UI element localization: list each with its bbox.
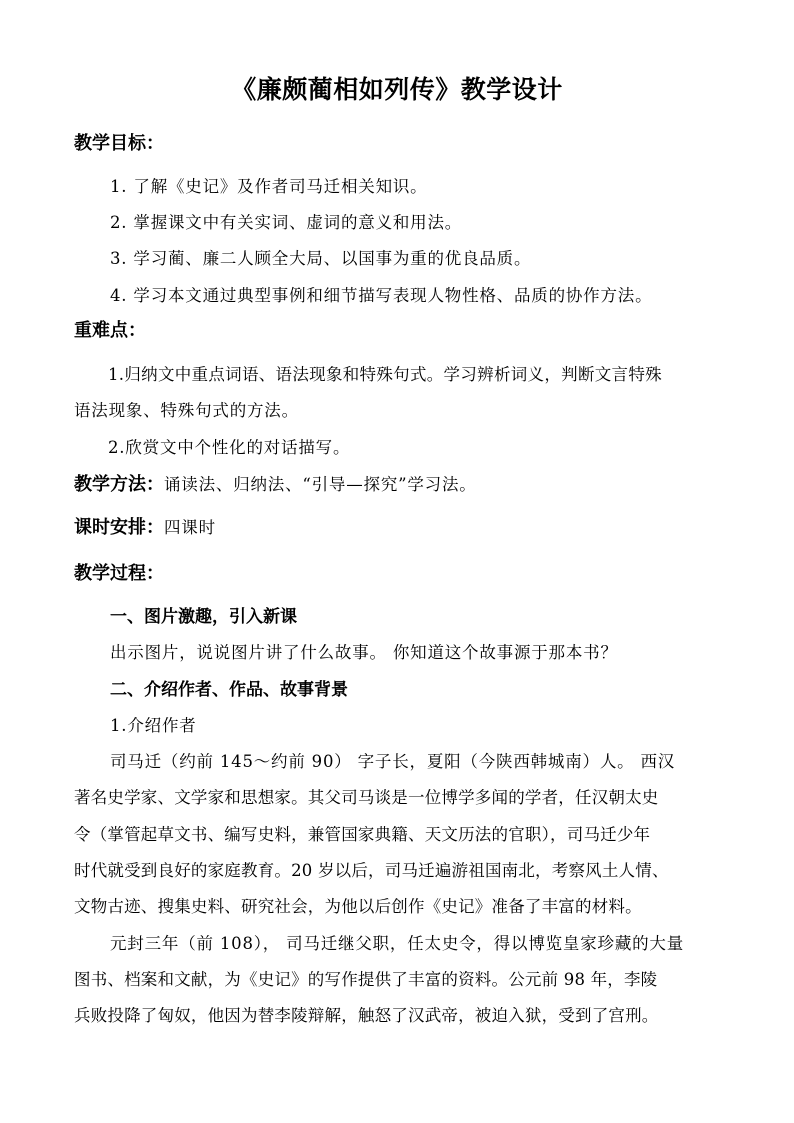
author-para2-line-2: 图书、档案和文献，为《史记》的写作提供了丰富的资料。公元前 98 年，李陵 <box>74 970 658 989</box>
process-heading: 教学过程： <box>74 563 164 584</box>
objectives-heading: 教学目标： <box>74 133 164 154</box>
key-point-1-line-2: 语法现象、特殊句式的方法。 <box>74 401 299 420</box>
objective-item-4: 4. 学习本文通过典型事例和细节描写表现人物性格、品质的协作方法。 <box>110 286 653 305</box>
objective-item-1: 1. 了解《史记》及作者司马迁相关知识。 <box>110 177 428 196</box>
objective-item-3: 3. 学习蔺、廉二人顾全大局、以国事为重的优良品质。 <box>110 249 532 268</box>
key-points-heading: 重难点： <box>74 320 146 341</box>
methods-line <box>74 472 477 498</box>
author-para-line-2: 著名史学家、文学家和思想家。其父司马谈是一位博学多闻的学者，任汉朝太史 <box>74 788 659 807</box>
author-para-line-4: 时代就受到良好的家庭教育。20 岁以后，司马迁遍游祖国南北，考察风土人情、 <box>74 861 669 880</box>
author-para-line-5: 文物古迹、搜集史料、研究社会，为他以后创作《史记》准备了丰富的材料。 <box>74 897 642 916</box>
author-para2-line-3: 兵败投降了匈奴，他因为替李陵辩解，触怒了汉武帝，被迫入狱，受到了宫刑。 <box>74 1006 659 1025</box>
section-2-title: 二、介绍作者、作品、故事背景 <box>110 680 348 700</box>
methods-label: 教学方法： <box>74 474 164 495</box>
section-1-title: 一、图片激趣，引入新课 <box>110 607 297 627</box>
author-para2-line-1: 元封三年（前 108）， 司马迁继父职，任太史令，得以博览皇家珍藏的大量 <box>110 934 685 953</box>
author-para-line-3: 令（掌管起草文书、编写史料，兼管国家典籍、天文历法的官职），司马迁少年 <box>74 825 651 844</box>
schedule-value: 四课时 <box>164 518 216 537</box>
objective-item-2: 2. 掌握课文中有关实词、虚词的意义和用法。 <box>110 213 463 232</box>
schedule-label: 课时安排： <box>74 517 164 538</box>
methods-value: 诵读法、归纳法、“引导—探究”学习法。 <box>164 475 477 494</box>
document-title: 《廉颇蔺相如列传》教学设计 <box>231 75 563 104</box>
key-point-1-line-1: 1.归纳文中重点词语、语法现象和特殊句式。学习辨析词义，判断文言特殊 <box>108 365 662 384</box>
schedule-line <box>74 515 216 541</box>
section-2-sub-1: 1.介绍作者 <box>110 716 197 735</box>
section-1-text: 出示图片，说说图片讲了什么故事。 你知道这个故事源于那本书？ <box>110 643 618 662</box>
key-point-2: 2.欣赏文中个性化的对话描写。 <box>108 438 351 457</box>
author-para-line-1: 司马迁（约前 145～约前 90） 字子长，夏阳（今陕西韩城南）人。 西汉 <box>110 752 676 771</box>
